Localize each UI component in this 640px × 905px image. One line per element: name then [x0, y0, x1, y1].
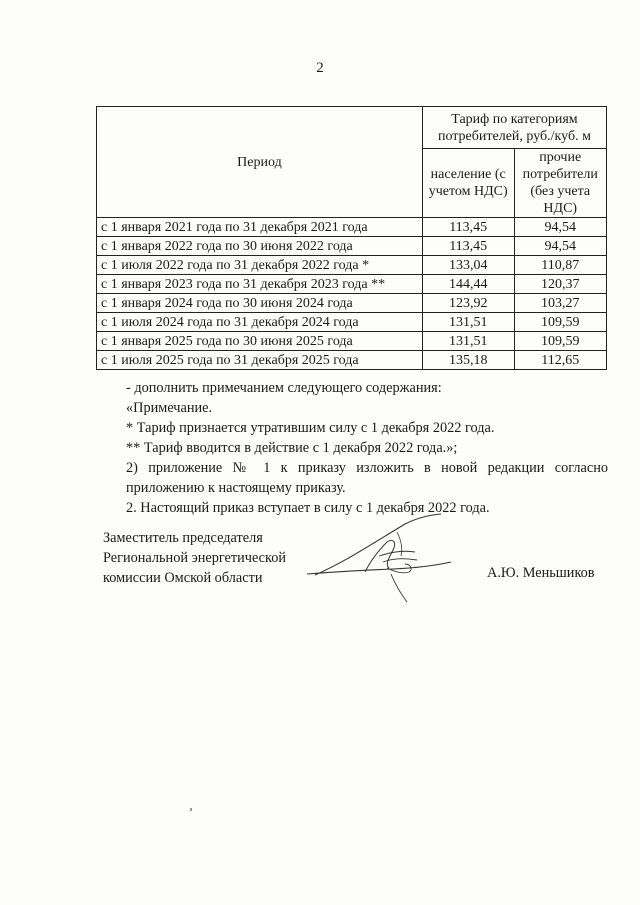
other-tariff-cell: 109,59 — [514, 313, 607, 332]
population-tariff-cell: 113,45 — [422, 237, 514, 256]
period-header: Период — [97, 107, 423, 218]
other-tariff-cell: 103,27 — [514, 294, 607, 313]
period-cell: с 1 июля 2022 года по 31 декабря 2022 года * — [97, 256, 423, 275]
tariff-table — [96, 106, 607, 370]
period-cell: с 1 января 2023 года по 31 декабря 2023 года ** — [97, 275, 423, 294]
population-column-header: население (с учетом НДС) — [422, 149, 514, 218]
note-line: ** Тариф вводится в действие с 1 декабря 2022 года.»; — [126, 440, 458, 456]
period-cell: с 1 июля 2024 года по 31 декабря 2024 года — [97, 313, 423, 332]
table-row — [97, 275, 607, 294]
table-row — [97, 313, 607, 332]
population-tariff-cell: 135,18 — [422, 351, 514, 370]
note-line: - дополнить примечанием следующего содержания: — [126, 380, 442, 396]
period-cell: с 1 января 2021 года по 31 декабря 2021 года — [97, 218, 423, 237]
period-cell: с 1 января 2024 года по 30 июня 2024 года — [97, 294, 423, 313]
period-cell: с 1 января 2025 года по 30 июня 2025 года — [97, 332, 423, 351]
population-tariff-cell: 133,04 — [422, 256, 514, 275]
other-consumers-column-header: прочие потребители (без учета НДС) — [514, 149, 607, 218]
table-row — [97, 218, 607, 237]
position-line: комиссии Омской области — [103, 570, 263, 586]
other-tariff-cell: 112,65 — [514, 351, 607, 370]
note-line: 2. Настоящий приказ вступает в силу с 1 декабря 2022 года. — [126, 500, 490, 516]
population-tariff-cell: 131,51 — [422, 332, 514, 351]
population-tariff-cell: 131,51 — [422, 313, 514, 332]
population-tariff-cell: 144,44 — [422, 275, 514, 294]
note-line: * Тариф признается утратившим силу с 1 декабря 2022 года. — [126, 420, 495, 436]
period-cell: с 1 июля 2025 года по 31 декабря 2025 года — [97, 351, 423, 370]
tariff-header: Тариф по категориям потребителей, руб./куб. м — [422, 107, 606, 149]
other-tariff-cell: 120,37 — [514, 275, 607, 294]
other-tariff-cell: 109,59 — [514, 332, 607, 351]
amendment-notes — [118, 378, 608, 518]
scan-speck — [190, 808, 192, 811]
table-row — [97, 332, 607, 351]
table-row — [97, 294, 607, 313]
table-header-row — [97, 107, 607, 149]
other-tariff-cell: 94,54 — [514, 218, 607, 237]
position-line: Региональной энергетической — [103, 550, 287, 566]
table-row — [97, 351, 607, 370]
table-row — [97, 237, 607, 256]
signatory-name: А.Ю. Меньшиков — [487, 565, 595, 581]
other-tariff-cell: 94,54 — [514, 237, 607, 256]
handwritten-signature — [305, 512, 455, 604]
population-tariff-cell: 113,45 — [422, 218, 514, 237]
note-line: «Примечание. — [126, 400, 213, 416]
period-cell: с 1 января 2022 года по 30 июня 2022 года — [97, 237, 423, 256]
page-number: 2 — [316, 60, 324, 76]
table-row — [97, 256, 607, 275]
position-line: Заместитель председателя — [103, 530, 263, 546]
population-tariff-cell: 123,92 — [422, 294, 514, 313]
other-tariff-cell: 110,87 — [514, 256, 607, 275]
note-line: 2) приложение № 1 к приказу изложить в новой редакции согласно приложению к настоящему приказу. — [126, 460, 608, 496]
